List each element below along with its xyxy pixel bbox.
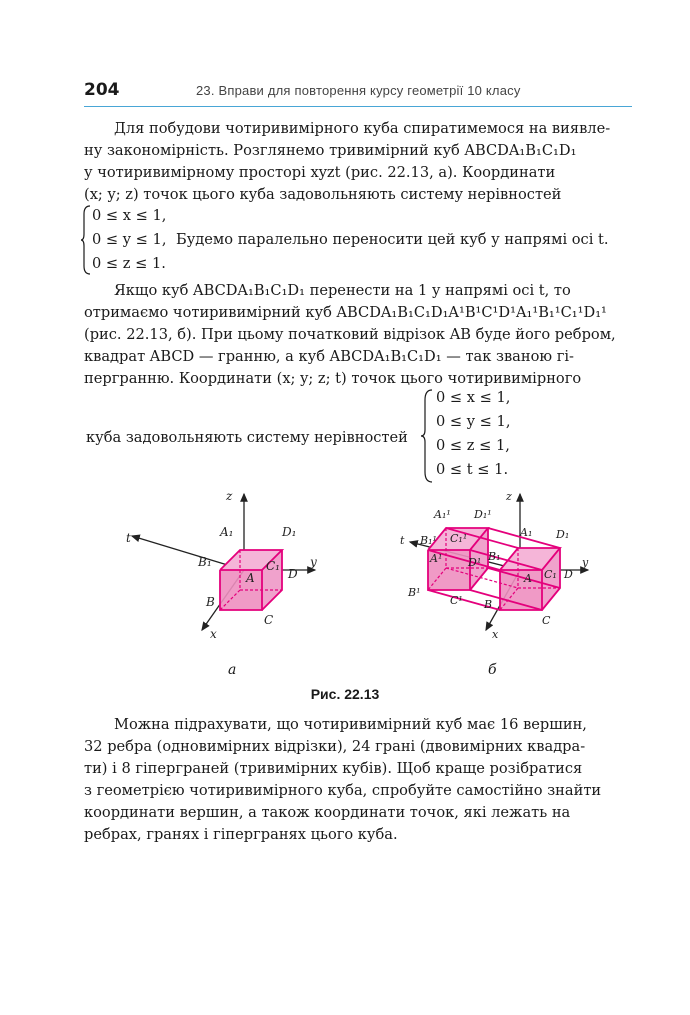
vertex-label: D₁ xyxy=(282,525,297,539)
axis-label-t: t xyxy=(400,534,405,547)
inequality-row: 0 ≤ x ≤ 1, xyxy=(92,207,167,224)
text-line: Можна підрахувати, що чотиривимірний куб має 16 вершин, xyxy=(114,716,587,733)
system-tail-text: Будемо паралельно переносити цей куб у напрямі осі t. xyxy=(176,231,609,248)
text-line: Якщо куб ABCDA₁B₁C₁D₁ перенести на 1 у напрямі осі t, то xyxy=(114,282,571,299)
vertex-label: D₁¹ xyxy=(474,508,492,521)
text-line: ти) і 8 гіперграней (тривимірних кубів). Щоб краще розібратися xyxy=(84,760,583,777)
inequality-row: 0 ≤ y ≤ 1, xyxy=(92,231,167,248)
vertex-label: B₁ xyxy=(488,550,501,563)
subfigure-label-b: б xyxy=(488,662,497,678)
paragraph-conclusion xyxy=(84,714,632,846)
page-number: 204 xyxy=(84,80,120,100)
inequality-row: 0 ≤ x ≤ 1, xyxy=(436,389,511,406)
vertex-label: A₁ xyxy=(520,526,533,539)
axis-label-x: x xyxy=(210,627,217,641)
axis-label-z: z xyxy=(226,489,233,503)
vertex-label: C¹ xyxy=(450,594,463,607)
inequality-row: 0 ≤ z ≤ 1, xyxy=(436,437,510,454)
text-line: ну закономірність. Розглянемо тривимірний куб ABCDA₁B₁C₁D₁ xyxy=(84,142,577,159)
page-header xyxy=(84,80,632,107)
figure-caption: Рис. 22.13 xyxy=(310,686,380,702)
vertex-label: C₁¹ xyxy=(450,532,468,545)
running-title: 23. Вправи для повторення курсу геометрії 10 класу xyxy=(196,83,521,98)
inequality-row: 0 ≤ z ≤ 1. xyxy=(92,255,166,272)
axis-label-y: y xyxy=(582,556,589,569)
vertex-label: B¹ xyxy=(408,586,421,599)
vertex-label: B₁ xyxy=(198,555,212,569)
vertex-label: B xyxy=(206,595,215,609)
vertex-label: C xyxy=(542,614,551,627)
inequality-row: 0 ≤ y ≤ 1, xyxy=(436,413,511,430)
vertex-label: A₁¹ xyxy=(434,508,451,521)
paragraph-translation xyxy=(84,280,632,390)
brace-icon xyxy=(80,204,92,276)
vertex-label: B₁¹ xyxy=(420,534,437,547)
text-line: отримаємо чотиривимірний куб ABCDA₁B₁C₁D₁A¹B¹C¹D¹A₁¹B₁¹C₁¹D₁¹ xyxy=(84,304,607,321)
axis-label-t: t xyxy=(126,531,131,545)
vertex-label: B xyxy=(484,598,493,611)
axis-label-x: x xyxy=(492,628,499,641)
vertex-label: D¹ xyxy=(468,556,482,569)
axis-label-y: y xyxy=(310,555,317,569)
paragraph-intro xyxy=(84,118,632,206)
text-line: Для побудови чотиривимірного куба спиратимемося на виявле- xyxy=(114,120,611,137)
text-line: ребрах, гранях і гіпергранях цього куба. xyxy=(84,826,398,843)
text-line: (x; y; z) точок цього куба задовольняють систему нерівностей xyxy=(84,186,562,203)
panel-a-labels xyxy=(126,489,317,641)
panel-a-cube xyxy=(132,494,315,630)
vertex-label: A xyxy=(524,572,532,585)
vertex-label: D xyxy=(564,568,573,581)
vertex-label: A xyxy=(246,571,255,585)
vertex-label: A₁ xyxy=(220,525,234,539)
text-line: квадрат ABCD — гранню, а куб ABCDA₁B₁C₁D₁ — так званою гі- xyxy=(84,348,574,365)
figure-22-13 xyxy=(110,486,600,656)
text-line: координати вершин, а також координати точок, які лежать на xyxy=(84,804,571,821)
vertex-label: D xyxy=(288,567,298,581)
axis-label-z: z xyxy=(506,490,512,503)
vertex-label: C xyxy=(264,613,274,627)
vertex-label: C₁ xyxy=(544,568,557,581)
vertex-label: C₁ xyxy=(266,559,280,573)
text-line: з геометрією чотиривимірного куба, спробуйте самостійно знайти xyxy=(84,782,602,799)
system-lead-text: куба задовольняють систему нерівностей xyxy=(86,429,408,446)
vertex-label: A¹ xyxy=(430,552,443,565)
inequality-row: 0 ≤ t ≤ 1. xyxy=(436,461,509,478)
text-line: у чотиривимірному просторі xyzt (рис. 22.13, а). Координати xyxy=(84,164,556,181)
text-line: пергранню. Координати (x; y; z; t) точок цього чотиривимірного xyxy=(84,370,582,387)
text-line: (рис. 22.13, б). При цьому початковий відрізок AB буде його ребром, xyxy=(84,326,616,343)
vertex-label: D₁ xyxy=(556,528,570,541)
subfigure-label-a: а xyxy=(228,662,237,678)
brace-icon xyxy=(420,388,434,484)
text-line: 32 ребра (одновимірних відрізки), 24 грані (двовимірних квадра- xyxy=(84,738,586,755)
